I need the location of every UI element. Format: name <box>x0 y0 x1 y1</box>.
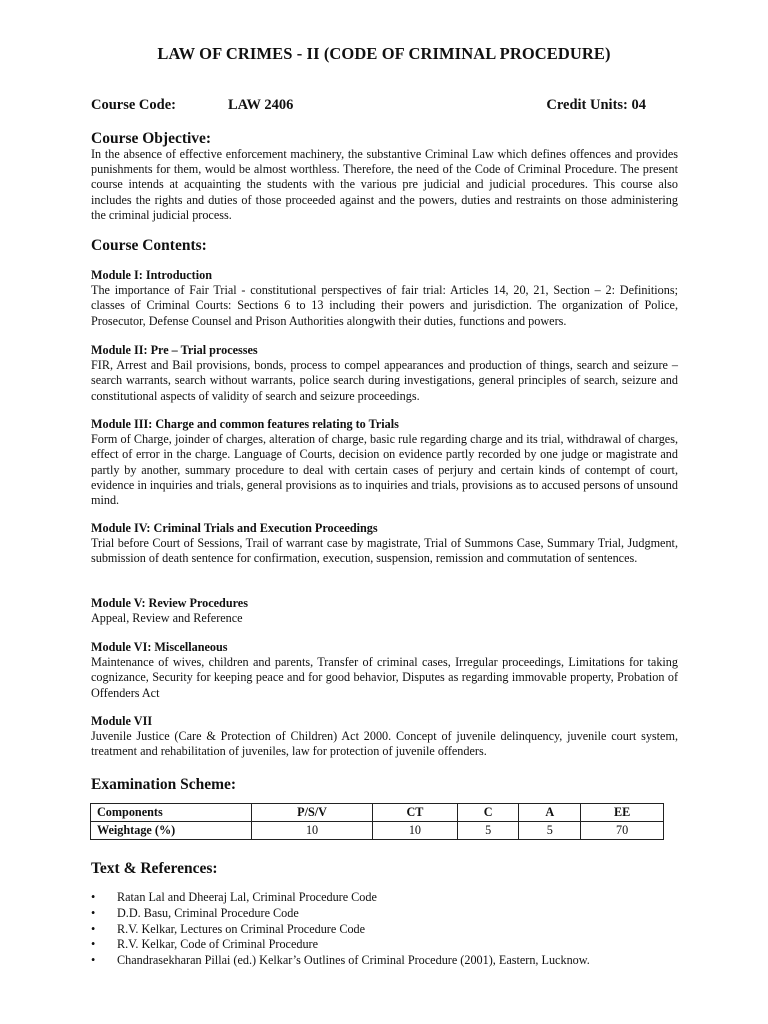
bullet-icon: • <box>91 921 96 936</box>
module-title: Module I: Introduction <box>91 268 212 282</box>
module-title: Module V: Review Procedures <box>91 596 248 610</box>
exam-cell: 10 <box>373 822 458 840</box>
bullet-icon: • <box>91 953 96 968</box>
module-4 <box>91 521 678 567</box>
module-text: Form of Charge, joinder of charges, alteration of charge, basic rule regarding charge and its trial, withdrawal of charges, effect of error in the charge. Language of Courts, decision on evidence partly recorded by one judge or magistrate and partly by another, summary procedure to deal with certain cases of perjury and certain kinds of contempt of court, evidence in inquiries and trials, general provisions as to inquiries and trials, provisions as to accused persons of unsound mind. <box>91 432 678 508</box>
bullet-icon: • <box>91 890 96 904</box>
module-text: Trial before Court of Sessions, Trail of warrant case by magistrate, Trial of Summons Case, Summary Trial, Judgment, submission of death sentence for confirmation, execution, suspension, remission and commutation of sentences. <box>91 536 678 566</box>
exam-row-label: Weightage (%) <box>91 822 252 840</box>
module-text: Maintenance of wives, children and parents, Transfer of criminal cases, Irregular proceedings, Limitations for taking cognizance, Security for keeping peace and for good behavior, Disputes as regarding immovable property, Probation of Offenders Act <box>91 655 678 700</box>
reference-text: R.V. Kelkar, Code of Criminal Procedure <box>117 937 319 952</box>
exam-header-cell: C <box>457 804 519 822</box>
reference-text: Ratan Lal and Dheeraj Lal, Criminal Procedure Code <box>117 890 377 904</box>
exam-header-row <box>91 804 664 822</box>
module-title: Module VI: Miscellaneous <box>91 640 228 654</box>
module-title: Module VII <box>91 714 153 728</box>
module-title: Module IV: Criminal Trials and Execution Proceedings <box>91 521 378 535</box>
module-2 <box>91 343 678 404</box>
course-code-row <box>91 97 678 117</box>
course-code-label: Course Code: <box>91 97 176 113</box>
module-5 <box>91 596 678 626</box>
module-title: Module III: Charge and common features relating to Trials <box>91 417 399 431</box>
module-text: Juvenile Justice (Care & Protection of Children) Act 2000. Concept of juvenile delinquency, juvenile court system, treatment and rehabilitation of juveniles, law for protection of juvenile offenders. <box>91 729 678 759</box>
reference-item <box>91 890 590 906</box>
credit-units: Credit Units: 04 <box>546 97 646 113</box>
reference-text: D.D. Basu, Criminal Procedure Code <box>117 905 299 920</box>
exam-cell: 10 <box>252 822 373 840</box>
module-text: Appeal, Review and Reference <box>91 611 243 626</box>
exam-header-cell: EE <box>581 804 664 822</box>
module-title: Module II: Pre – Trial processes <box>91 343 258 357</box>
exam-cell: 5 <box>519 822 581 840</box>
reference-text: Chandrasekharan Pillai (ed.) Kelkar’s Outlines of Criminal Procedure (2001), Eastern, Lucknow. <box>117 953 590 968</box>
reference-item <box>91 953 590 969</box>
module-text: The importance of Fair Trial - constitutional perspectives of fair trial: Articles 14, 20, 21, Section – 2: Definitions; classes of Criminal Courts: Sections 6 to 13 including their powers and jurisdiction. The organization of Police, Prosecutor, Defense Counsel and Prison Authorities alongwith their duties, functions and powers. <box>91 283 678 328</box>
module-text: FIR, Arrest and Bail provisions, bonds, process to compel appearances and production of things, search and seizure – search warrants, search without warrants, police search during investigations, general principles of search, seizure and constitutional aspects of validity of search and seizure proceedings. <box>91 358 678 403</box>
references-list <box>91 890 590 969</box>
exam-cell: 5 <box>457 822 519 840</box>
module-6 <box>91 640 678 701</box>
exam-weightage-row <box>91 822 664 840</box>
exam-table <box>90 803 664 840</box>
exam-header-cell: CT <box>373 804 458 822</box>
exam-cell: 70 <box>581 822 664 840</box>
bullet-icon: • <box>91 937 96 952</box>
references-heading: Text & References: <box>91 860 218 877</box>
objective-heading: Course Objective: <box>91 130 212 147</box>
document-title: LAW OF CRIMES - II (CODE OF CRIMINAL PROCEDURE) <box>157 44 611 63</box>
bullet-icon: • <box>91 905 96 920</box>
reference-text: R.V. Kelkar, Lectures on Criminal Procedure Code <box>117 921 366 936</box>
objective-text: In the absence of effective enforcement machinery, the substantive Criminal Law which defines offences and provides punishments for them, would be almost worthless. Therefore, the need of the Code of Criminal Procedure. The present course intends at acquainting the students with the various pre judicial and judicial procedures. This course also includes the rights and duties of those proceeded against and the powers, duties and restraints on those administering the criminal judicial process. <box>91 147 678 222</box>
reference-item <box>91 937 590 953</box>
module-3 <box>91 417 678 508</box>
exam-header-cell: Components <box>91 804 252 822</box>
reference-item <box>91 922 590 938</box>
reference-item <box>91 906 590 922</box>
module-1 <box>91 268 678 329</box>
exam-heading: Examination Scheme: <box>91 776 237 793</box>
contents-heading: Course Contents: <box>91 237 207 254</box>
course-code-value: LAW 2406 <box>228 97 294 113</box>
module-7 <box>91 714 678 760</box>
exam-header-cell: A <box>519 804 581 822</box>
exam-header-cell: P/S/V <box>252 804 373 822</box>
